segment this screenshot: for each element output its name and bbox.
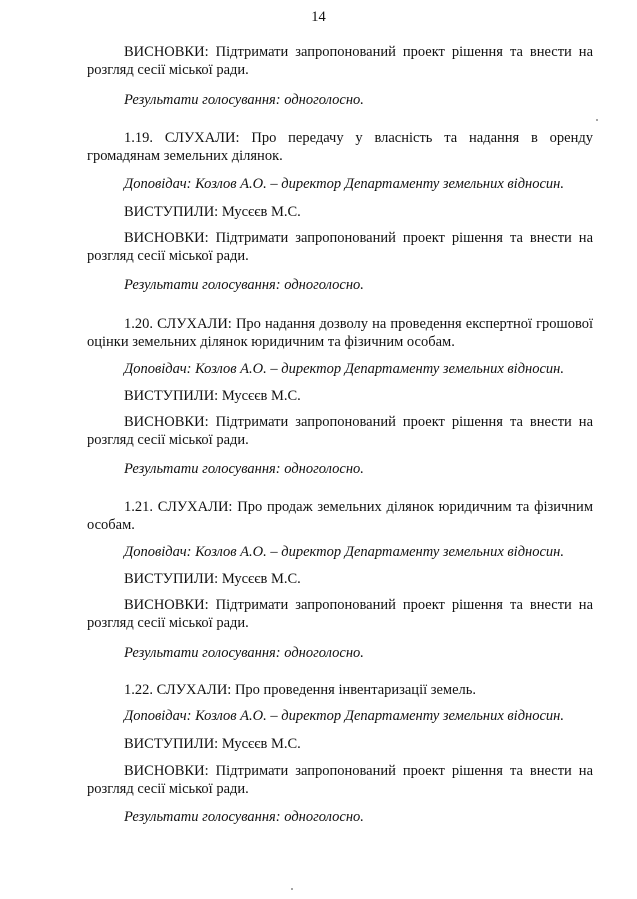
spoke-line	[87, 387, 593, 405]
spoke-keyword: ВИСТУПИЛИ:	[124, 204, 219, 220]
item-number: 1.21.	[124, 499, 153, 515]
spoke-text: Мусєєв М.С.	[218, 571, 301, 587]
heard-text: Про надання дозволу на проведення експертної грошової оцінки земельних ділянок юридичним та фізичним особам.	[87, 316, 594, 350]
vote-result	[87, 460, 593, 478]
speaker-line	[87, 175, 593, 193]
conclusion-keyword: ВИСНОВКИ:	[124, 44, 209, 60]
heard-text: Про продаж земельних ділянок юридичним та фізичним особам.	[87, 499, 593, 533]
conclusion-text: Підтримати запропонований проект рішення та внести на розгляд сесії міської ради.	[87, 763, 593, 797]
spoke-line	[87, 203, 593, 221]
item-number: 1.20.	[124, 316, 153, 332]
vote-text: одноголосно.	[280, 92, 364, 108]
conclusion-keyword: ВИСНОВКИ:	[124, 763, 209, 779]
vote-label: Результати голосування:	[124, 461, 281, 477]
heard-text: Про передачу у власність та надання в оренду громадянам земельних ділянок.	[87, 130, 593, 164]
speaker-text: Козлов А.О. – директор Департаменту земельних відносин.	[191, 361, 564, 377]
heard-text: Про проведення інвентаризації земель.	[231, 682, 477, 698]
scan-speck	[596, 119, 598, 121]
speaker-line	[87, 707, 593, 725]
heard-keyword: СЛУХАЛИ:	[164, 130, 240, 146]
vote-text: одноголосно.	[280, 645, 364, 661]
heard-keyword: СЛУХАЛИ:	[157, 499, 233, 515]
vote-result	[87, 808, 593, 826]
heard-paragraph	[87, 681, 593, 699]
scan-speck	[291, 888, 293, 890]
item-number: 1.19.	[124, 130, 153, 146]
conclusion-paragraph	[87, 43, 593, 79]
vote-result	[87, 276, 593, 294]
conclusion-text: Підтримати запропонований проект рішення та внести на розгляд сесії міської ради.	[87, 230, 593, 264]
conclusion-keyword: ВИСНОВКИ:	[124, 597, 209, 613]
heard-paragraph	[87, 315, 593, 351]
spoke-keyword: ВИСТУПИЛИ:	[124, 736, 219, 752]
heard-keyword: СЛУХАЛИ:	[157, 316, 232, 332]
item-number: 1.22.	[124, 682, 153, 698]
spoke-keyword: ВИСТУПИЛИ:	[124, 571, 219, 587]
vote-text: одноголосно.	[280, 277, 364, 293]
spoke-text: Мусєєв М.С.	[218, 736, 301, 752]
speaker-line	[87, 543, 593, 561]
spoke-line	[87, 735, 593, 753]
conclusion-keyword: ВИСНОВКИ:	[124, 230, 209, 246]
speaker-label: Доповідач:	[124, 544, 192, 560]
speaker-text: Козлов А.О. – директор Департаменту земельних відносин.	[191, 708, 564, 724]
spoke-text: Мусєєв М.С.	[218, 204, 301, 220]
speaker-label: Доповідач:	[124, 176, 192, 192]
vote-label: Результати голосування:	[124, 809, 281, 825]
conclusion-paragraph	[87, 413, 593, 449]
speaker-text: Козлов А.О. – директор Департаменту земельних відносин.	[191, 544, 564, 560]
heard-paragraph	[87, 129, 593, 165]
vote-text: одноголосно.	[280, 809, 364, 825]
vote-label: Результати голосування:	[124, 277, 281, 293]
speaker-label: Доповідач:	[124, 708, 192, 724]
vote-label: Результати голосування:	[124, 92, 281, 108]
speaker-text: Козлов А.О. – директор Департаменту земельних відносин.	[191, 176, 564, 192]
vote-result	[87, 644, 593, 662]
speaker-label: Доповідач:	[124, 361, 192, 377]
conclusion-keyword: ВИСНОВКИ:	[124, 414, 209, 430]
conclusion-paragraph	[87, 229, 593, 265]
vote-text: одноголосно.	[280, 461, 364, 477]
spoke-keyword: ВИСТУПИЛИ:	[124, 388, 219, 404]
conclusion-paragraph	[87, 762, 593, 798]
heard-keyword: СЛУХАЛИ:	[156, 682, 232, 698]
spoke-text: Мусєєв М.С.	[218, 388, 301, 404]
vote-result	[87, 91, 593, 109]
conclusion-text: Підтримати запропонований проект рішення та внести на розгляд сесії міської ради.	[87, 44, 593, 78]
page-number: 14	[311, 9, 326, 25]
speaker-line	[87, 360, 593, 378]
heard-paragraph	[87, 498, 593, 534]
spoke-line	[87, 570, 593, 588]
conclusion-text: Підтримати запропонований проект рішення та внести на розгляд сесії міської ради.	[87, 597, 593, 631]
conclusion-paragraph	[87, 596, 593, 632]
vote-label: Результати голосування:	[124, 645, 281, 661]
conclusion-text: Підтримати запропонований проект рішення та внести на розгляд сесії міської ради.	[87, 414, 593, 448]
